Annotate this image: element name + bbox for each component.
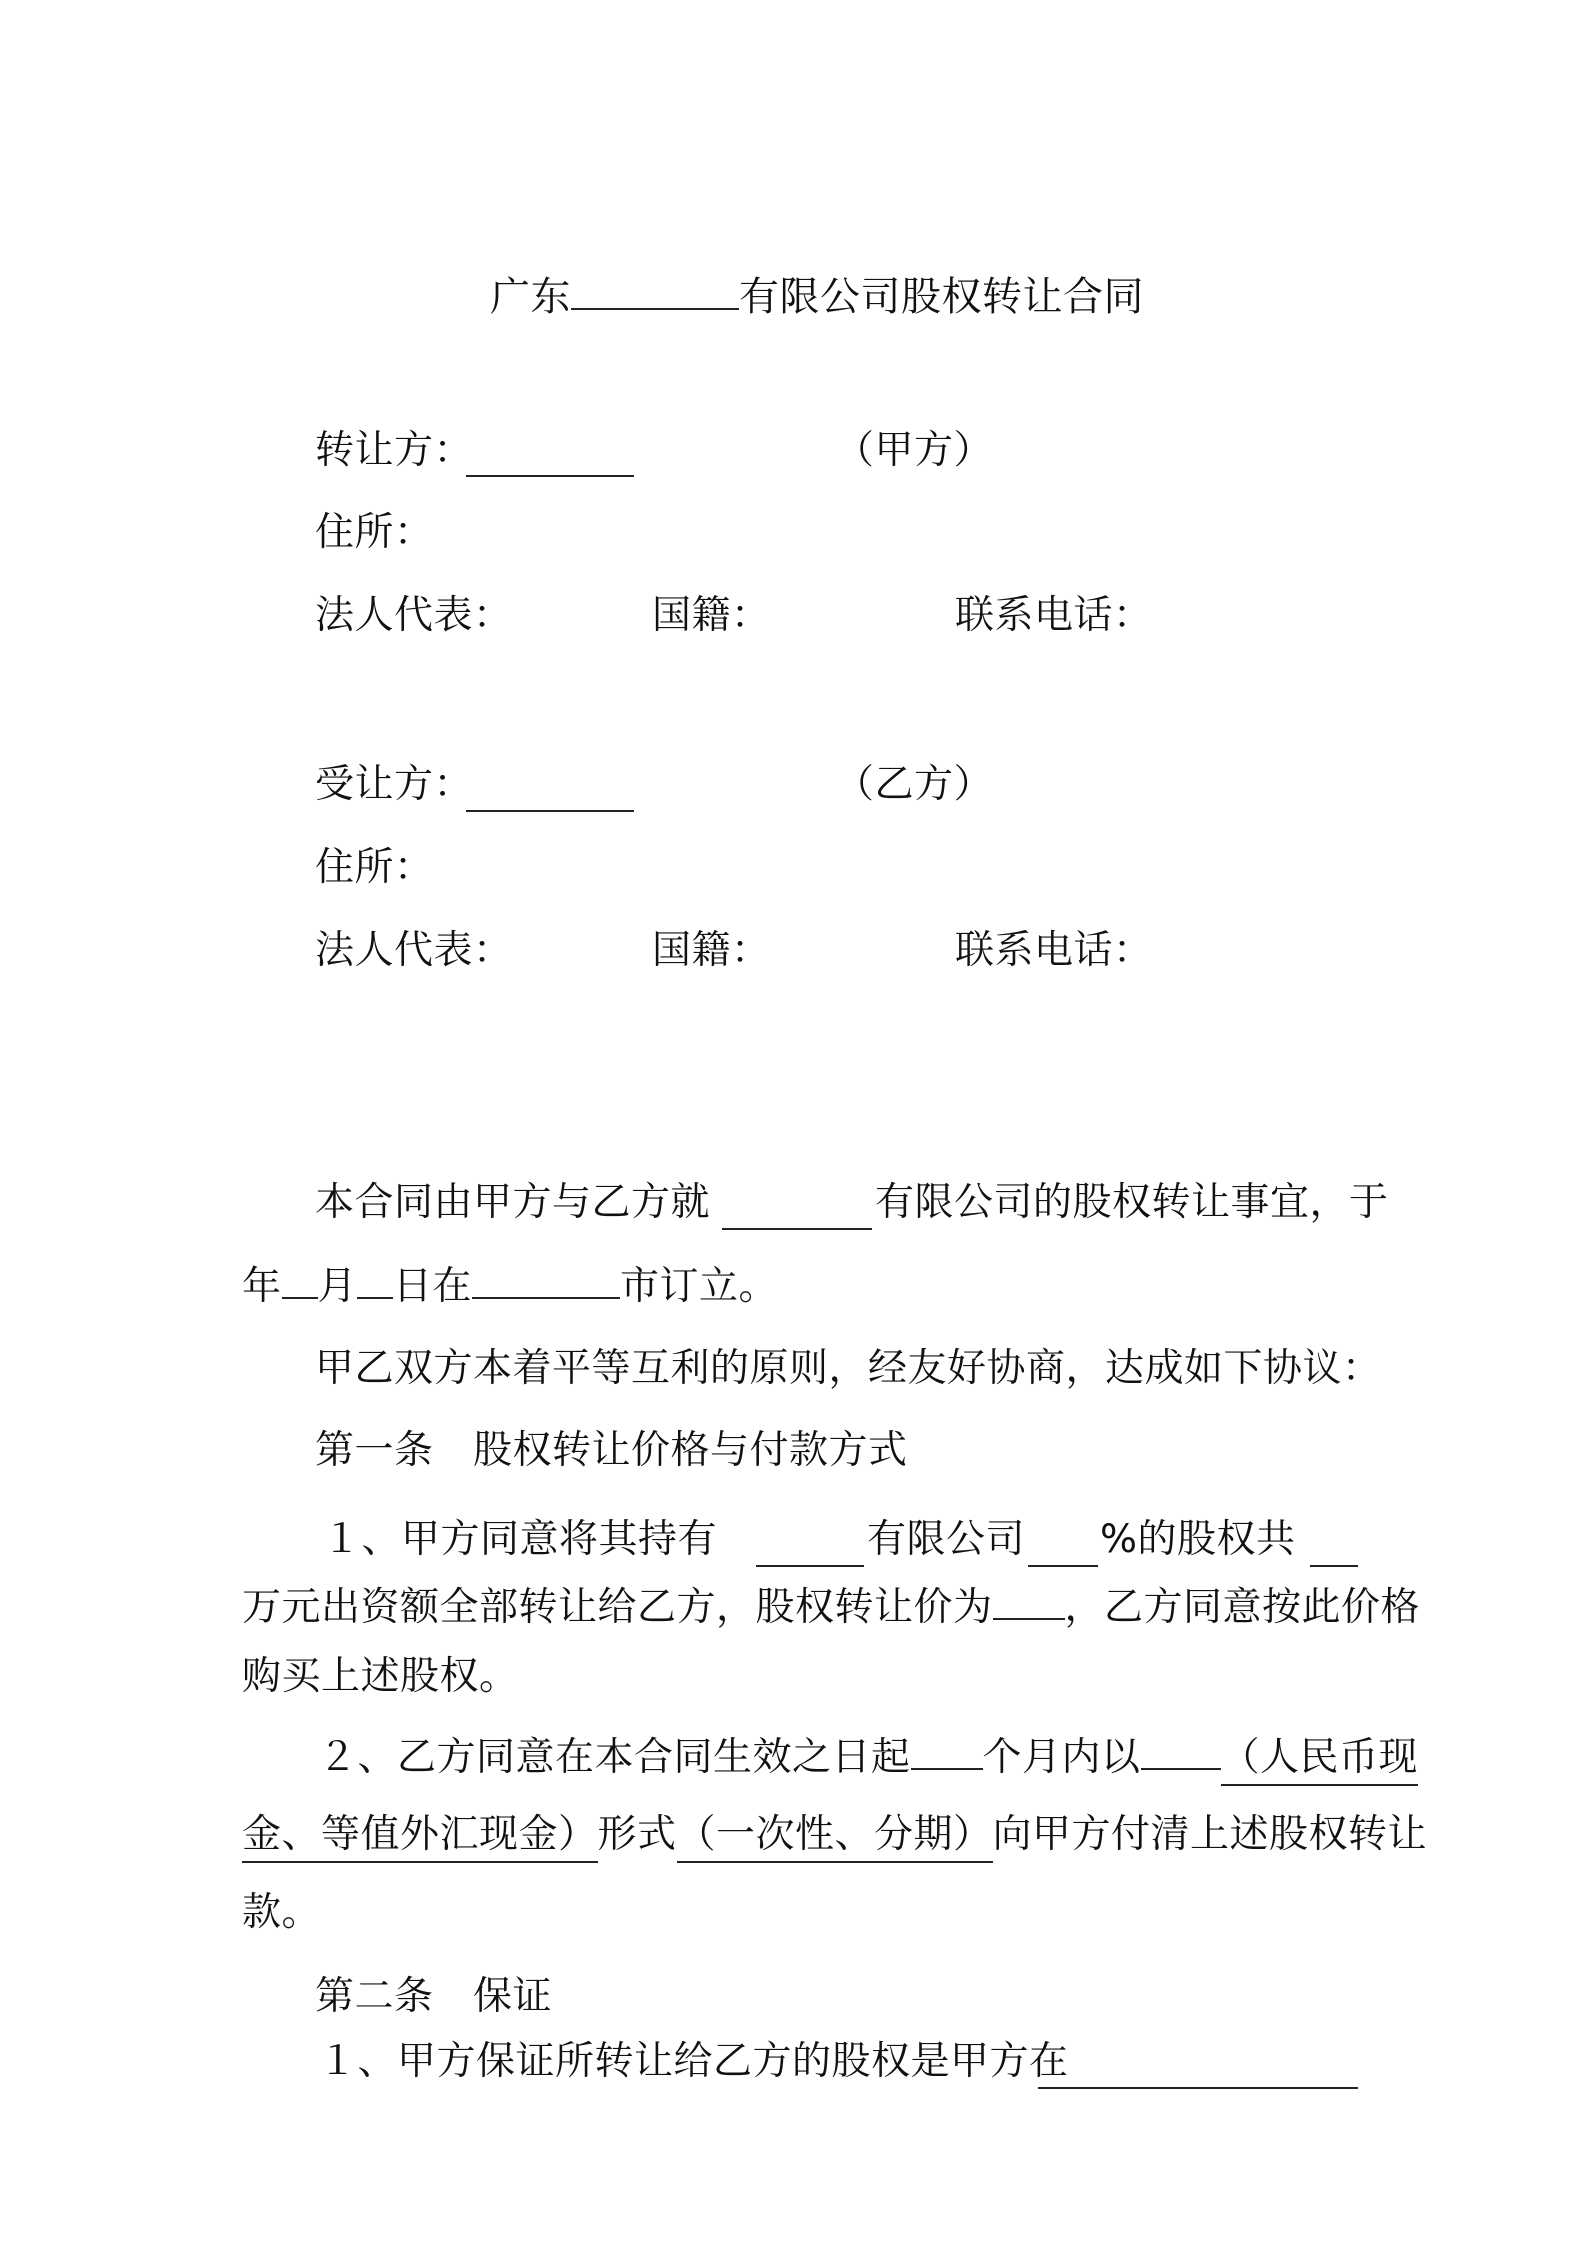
clause1-text-a: １、甲方同意将其持有	[322, 1517, 718, 1562]
article1-clause1-line1	[322, 1513, 717, 1567]
article1-clause2-line1	[318, 1730, 1418, 1785]
clause2-months-blank	[911, 1730, 983, 1770]
intro-date-line	[242, 1259, 778, 1314]
clause2-line2-c: （一次性、分期）	[677, 1812, 993, 1863]
intro-city-label: 市订立。	[620, 1264, 779, 1309]
clause2-text-a: ２、乙方同意在本合同生效之日起	[318, 1735, 911, 1780]
party-a-legal-rep-label: 法人代表：	[315, 593, 513, 638]
clause2-text-b: 个月内以	[982, 1735, 1141, 1780]
intro-company-blank	[722, 1228, 872, 1230]
title-prefix: 广东	[490, 274, 571, 320]
party-a-nationality-label: 国籍：	[652, 593, 771, 638]
clause1-amount-blank	[1310, 1565, 1358, 1567]
clause1-text-c: %的股权共	[1100, 1517, 1296, 1562]
party-a-address-label: 住所：	[315, 510, 434, 555]
clause2-text-c: （人民币现	[1221, 1735, 1419, 1786]
intro-city-blank	[472, 1259, 620, 1299]
party-b-phone-label: 联系电话：	[955, 928, 1153, 973]
clause2-line2-b: 形式	[597, 1812, 677, 1857]
intro-line1-a: 本合同由甲方与乙方就	[315, 1180, 711, 1225]
party-b-legal-rep-label: 法人代表：	[315, 928, 513, 973]
article1-clause1-line3: 购买上述股权。	[242, 1654, 519, 1699]
article2-clause1: １、甲方保证所转让给乙方的股权是甲方在	[318, 2039, 1069, 2084]
article2-clause1-blank	[1038, 2087, 1358, 2089]
intro-principle: 甲乙双方本着平等互利的原则，经友好协商，达成如下协议：	[315, 1346, 1382, 1391]
party-a-phone-label: 联系电话：	[955, 593, 1153, 638]
party-b-nationality-label: 国籍：	[652, 928, 771, 973]
intro-year-blank	[282, 1259, 318, 1299]
clause1-price-blank	[993, 1580, 1065, 1620]
clause1-text-b: 有限公司	[867, 1517, 1026, 1562]
party-b-role: （乙方）	[835, 762, 994, 807]
clause1-percent-blank	[1028, 1565, 1098, 1567]
party-b-address-label: 住所：	[315, 845, 434, 890]
title-suffix: 有限公司股权转让合同	[739, 274, 1144, 320]
title-company-blank	[571, 270, 739, 310]
party-a-name-blank	[466, 475, 634, 477]
clause2-line2-a: 金、等值外汇现金）	[242, 1812, 598, 1863]
clause2-currency-blank	[1141, 1730, 1221, 1770]
document-title	[490, 270, 1144, 324]
party-a-label: 转让方：	[315, 428, 474, 473]
party-b-name-blank	[466, 810, 634, 812]
intro-line1-b: 有限公司的股权转让事宜，于	[875, 1180, 1389, 1225]
article2-heading: 第二条 保证	[315, 1974, 553, 2019]
article1-clause1-line2	[242, 1580, 1420, 1635]
intro-year-label: 年	[242, 1264, 282, 1309]
article1-clause2-line2	[242, 1808, 1427, 1862]
clause1-line2-a: 万元出资额全部转让给乙方，股权转让价为	[242, 1585, 993, 1630]
clause1-line2-b: ，乙方同意按此价格	[1064, 1585, 1421, 1630]
article1-clause2-line3: 款。	[242, 1890, 322, 1935]
party-a-role: （甲方）	[835, 428, 994, 473]
party-b-label: 受让方：	[315, 762, 474, 807]
clause1-company-blank	[756, 1565, 864, 1567]
article1-heading: 第一条 股权转让价格与付款方式	[315, 1428, 908, 1473]
intro-month-label: 月	[317, 1264, 358, 1309]
clause2-line2-d: 向甲方付清上述股权转让	[992, 1812, 1428, 1857]
intro-month-blank	[357, 1259, 393, 1299]
intro-day-label: 日在	[393, 1264, 473, 1309]
